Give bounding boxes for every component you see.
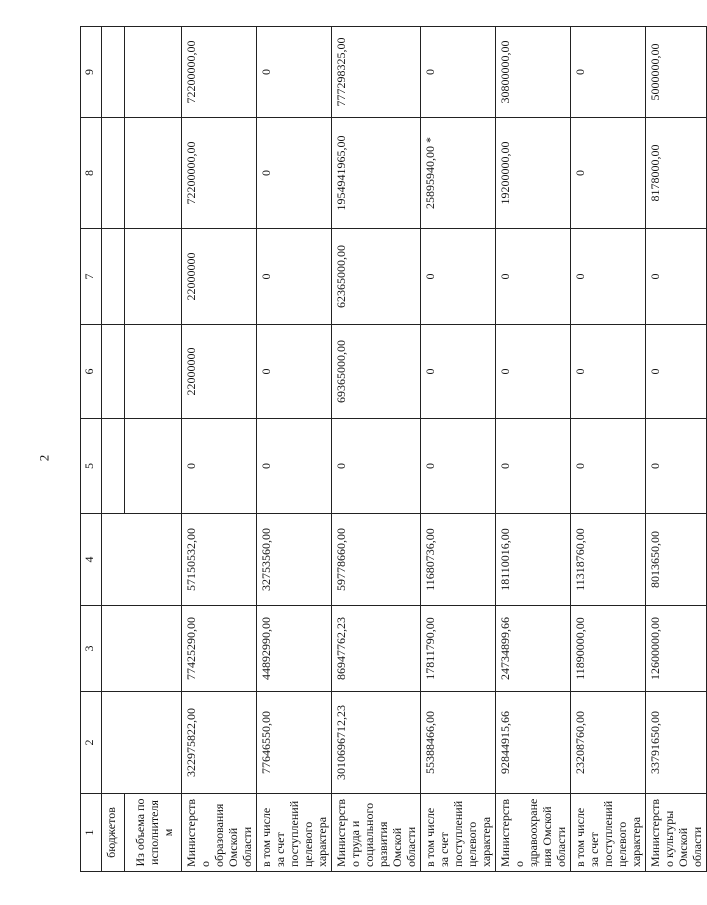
value-cell: 0 bbox=[182, 419, 257, 514]
empty-cell bbox=[102, 692, 125, 794]
budget-table bbox=[80, 26, 707, 872]
empty-cell bbox=[125, 118, 182, 229]
empty-cell bbox=[125, 692, 182, 794]
column-number: 7 bbox=[81, 229, 102, 325]
value-cell: 3010696712,23 bbox=[332, 692, 421, 794]
value-cell: 0 bbox=[571, 27, 646, 118]
value-cell: 77425290,00 bbox=[182, 606, 257, 692]
value-cell: 0 bbox=[571, 229, 646, 325]
subheader-row bbox=[102, 27, 125, 872]
value-cell: 0 bbox=[332, 419, 421, 514]
empty-cell bbox=[102, 514, 125, 606]
value-cell: 5000000,00 bbox=[646, 27, 707, 118]
value-cell: 55388466,00 bbox=[421, 692, 496, 794]
column-number: 2 bbox=[81, 692, 102, 794]
value-cell: 23208760,00 bbox=[571, 692, 646, 794]
row-label: Министерство образования Омской области bbox=[182, 794, 257, 872]
value-cell: 44892990,00 bbox=[257, 606, 332, 692]
value-cell: 0 bbox=[571, 419, 646, 514]
column-number: 9 bbox=[81, 27, 102, 118]
value-cell: 0 bbox=[646, 229, 707, 325]
value-cell: 0 bbox=[496, 419, 571, 514]
empty-cell bbox=[125, 27, 182, 118]
value-cell: 62365000,00 bbox=[332, 229, 421, 325]
value-cell: 57150532,00 bbox=[182, 514, 257, 606]
value-cell: 0 bbox=[646, 325, 707, 419]
value-cell: 77646550,00 bbox=[257, 692, 332, 794]
row-label: Министерство здравоохранения Омской области bbox=[496, 794, 571, 872]
rotated-table-container bbox=[80, 27, 704, 872]
value-cell: 8013650,00 bbox=[646, 514, 707, 606]
value-cell: 18110016,00 bbox=[496, 514, 571, 606]
value-cell: 72200000,00 bbox=[182, 118, 257, 229]
empty-cell bbox=[102, 118, 125, 229]
value-cell: 22000000 bbox=[182, 229, 257, 325]
value-cell: 0 bbox=[257, 419, 332, 514]
value-cell: 32753560,00 bbox=[257, 514, 332, 606]
column-number: 3 bbox=[81, 606, 102, 692]
value-cell: 0 bbox=[257, 118, 332, 229]
empty-cell bbox=[102, 606, 125, 692]
value-cell: 33791650,00 bbox=[646, 692, 707, 794]
value-cell: 0 bbox=[571, 118, 646, 229]
empty-cell bbox=[102, 419, 125, 514]
value-cell: 8178000,00 bbox=[646, 118, 707, 229]
value-cell: 11318760,00 bbox=[571, 514, 646, 606]
empty-cell bbox=[125, 229, 182, 325]
empty-cell bbox=[102, 229, 125, 325]
value-cell: 11890000,00 bbox=[571, 606, 646, 692]
table-row bbox=[332, 27, 421, 872]
column-number-row bbox=[81, 27, 102, 872]
value-cell: 24734899,66 bbox=[496, 606, 571, 692]
value-cell: 0 bbox=[421, 27, 496, 118]
value-cell: 86947762,23 bbox=[332, 606, 421, 692]
column-number: 4 bbox=[81, 514, 102, 606]
value-cell: 59778660,00 bbox=[332, 514, 421, 606]
value-cell: 322975822,00 bbox=[182, 692, 257, 794]
row-label: в том числе за счет поступлений целевого характера bbox=[421, 794, 496, 872]
table-row bbox=[571, 27, 646, 872]
column-number: 1 bbox=[81, 794, 102, 872]
value-cell: 30800000,00 bbox=[496, 27, 571, 118]
table-row bbox=[421, 27, 496, 872]
row-label: в том числе за счет поступлений целевого характера bbox=[257, 794, 332, 872]
value-cell: 11680736,00 bbox=[421, 514, 496, 606]
value-cell: 0 bbox=[421, 325, 496, 419]
table-row bbox=[257, 27, 332, 872]
column-number: 5 bbox=[81, 419, 102, 514]
empty-cell bbox=[102, 325, 125, 419]
value-cell: 0 bbox=[421, 419, 496, 514]
table-row bbox=[182, 27, 257, 872]
empty-cell bbox=[125, 419, 182, 514]
value-cell: 72200000,00 bbox=[182, 27, 257, 118]
row-label: в том числе за счет поступлений целевого характера bbox=[571, 794, 646, 872]
column-number: 8 bbox=[81, 118, 102, 229]
value-cell: 69365000,00 bbox=[332, 325, 421, 419]
value-cell: 777298325,00 bbox=[332, 27, 421, 118]
empty-cell bbox=[125, 606, 182, 692]
column-number: 6 bbox=[81, 325, 102, 419]
value-cell: 0 bbox=[257, 229, 332, 325]
table-row bbox=[646, 27, 707, 872]
value-cell: 0 bbox=[257, 27, 332, 118]
value-cell: 0 bbox=[496, 229, 571, 325]
value-cell: 19200000,00 bbox=[496, 118, 571, 229]
value-cell: 22000000 bbox=[182, 325, 257, 419]
value-cell: 0 bbox=[496, 325, 571, 419]
value-cell: 0 bbox=[646, 419, 707, 514]
subheader-cell: бюджетов bbox=[102, 794, 125, 872]
value-cell: 0 bbox=[421, 229, 496, 325]
executors-label: Из объема по исполнителям bbox=[125, 794, 182, 872]
empty-cell bbox=[125, 325, 182, 419]
value-cell: 0 bbox=[571, 325, 646, 419]
value-cell: 1954941965,00 bbox=[332, 118, 421, 229]
row-label: Министерство культуры Омской области bbox=[646, 794, 707, 872]
value-cell: 0 bbox=[257, 325, 332, 419]
page-number: 2 bbox=[36, 454, 52, 462]
row-label: Министерство труда и социального развития Омской области bbox=[332, 794, 421, 872]
value-cell: 25895940,00 * bbox=[421, 118, 496, 229]
value-cell: 92844915,66 bbox=[496, 692, 571, 794]
empty-cell bbox=[102, 27, 125, 118]
value-cell: 17811790,00 bbox=[421, 606, 496, 692]
executors-row bbox=[125, 27, 182, 872]
value-cell: 12600000,00 bbox=[646, 606, 707, 692]
empty-cell bbox=[125, 514, 182, 606]
table-row bbox=[496, 27, 571, 872]
